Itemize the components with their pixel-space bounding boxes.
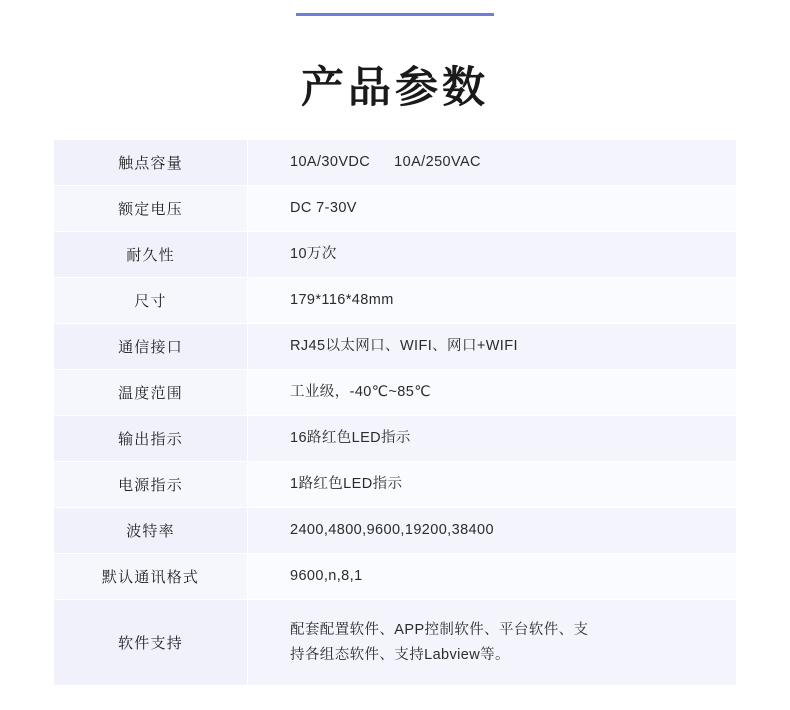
spec-value (248, 600, 737, 686)
table-row (54, 278, 737, 324)
spec-label: 波特率 (54, 508, 248, 554)
title-accent-rule (296, 13, 494, 16)
spec-value (248, 462, 737, 508)
spec-value-line: 持各组态软件、支持Labview等。 (290, 646, 510, 663)
spec-value-line: 配套配置软件、APP控制软件、平台软件、支 (290, 621, 589, 638)
spec-value (248, 186, 737, 232)
spec-value-line: RJ45以太网口、WIFI、网口+WIFI (290, 338, 518, 354)
spec-label: 通信接口 (54, 324, 248, 370)
table-row (54, 416, 737, 462)
spec-value-line: 9600,n,8,1 (290, 568, 363, 584)
spec-value (248, 324, 737, 370)
table-row (54, 554, 737, 600)
spec-label: 输出指示 (54, 416, 248, 462)
spec-value (248, 508, 737, 554)
table-row (54, 324, 737, 370)
spec-label: 触点容量 (54, 140, 248, 186)
table-row (54, 140, 737, 186)
spec-value-line: 10万次 (290, 246, 337, 262)
spec-value-line: 1路红色LED指示 (290, 476, 403, 492)
table-row (54, 508, 737, 554)
table-row (54, 462, 737, 508)
spec-label: 额定电压 (54, 186, 248, 232)
spec-value-line: 16路红色LED指示 (290, 430, 411, 446)
spec-label: 耐久性 (54, 232, 248, 278)
spec-value (248, 370, 737, 416)
spec-value-part: 10A/30VDC (290, 154, 371, 170)
spec-value (248, 416, 737, 462)
table-row (54, 370, 737, 416)
spec-label: 温度范围 (54, 370, 248, 416)
table-row (54, 232, 737, 278)
page-title: 产品参数 (301, 63, 489, 113)
spec-value-line: 179*116*48mm (290, 292, 394, 308)
spec-value-line: 工业级，-40℃~85℃ (290, 384, 431, 400)
spec-label: 默认通讯格式 (54, 554, 248, 600)
spec-value-part: 10A/250VAC (394, 154, 481, 170)
spec-value-line (290, 150, 722, 175)
spec-value (248, 278, 737, 324)
spec-value-line: 2400,4800,9600,19200,38400 (290, 522, 494, 538)
table-row (54, 186, 737, 232)
spec-label: 尺寸 (54, 278, 248, 324)
spec-label: 电源指示 (54, 462, 248, 508)
spec-table (53, 139, 737, 686)
table-row (54, 600, 737, 686)
spec-value-line: DC 7-30V (290, 200, 357, 216)
spec-value (248, 232, 737, 278)
spec-value (248, 140, 737, 186)
spec-label: 软件支持 (54, 600, 248, 686)
spec-value (248, 554, 737, 600)
spec-table-body (54, 140, 737, 686)
